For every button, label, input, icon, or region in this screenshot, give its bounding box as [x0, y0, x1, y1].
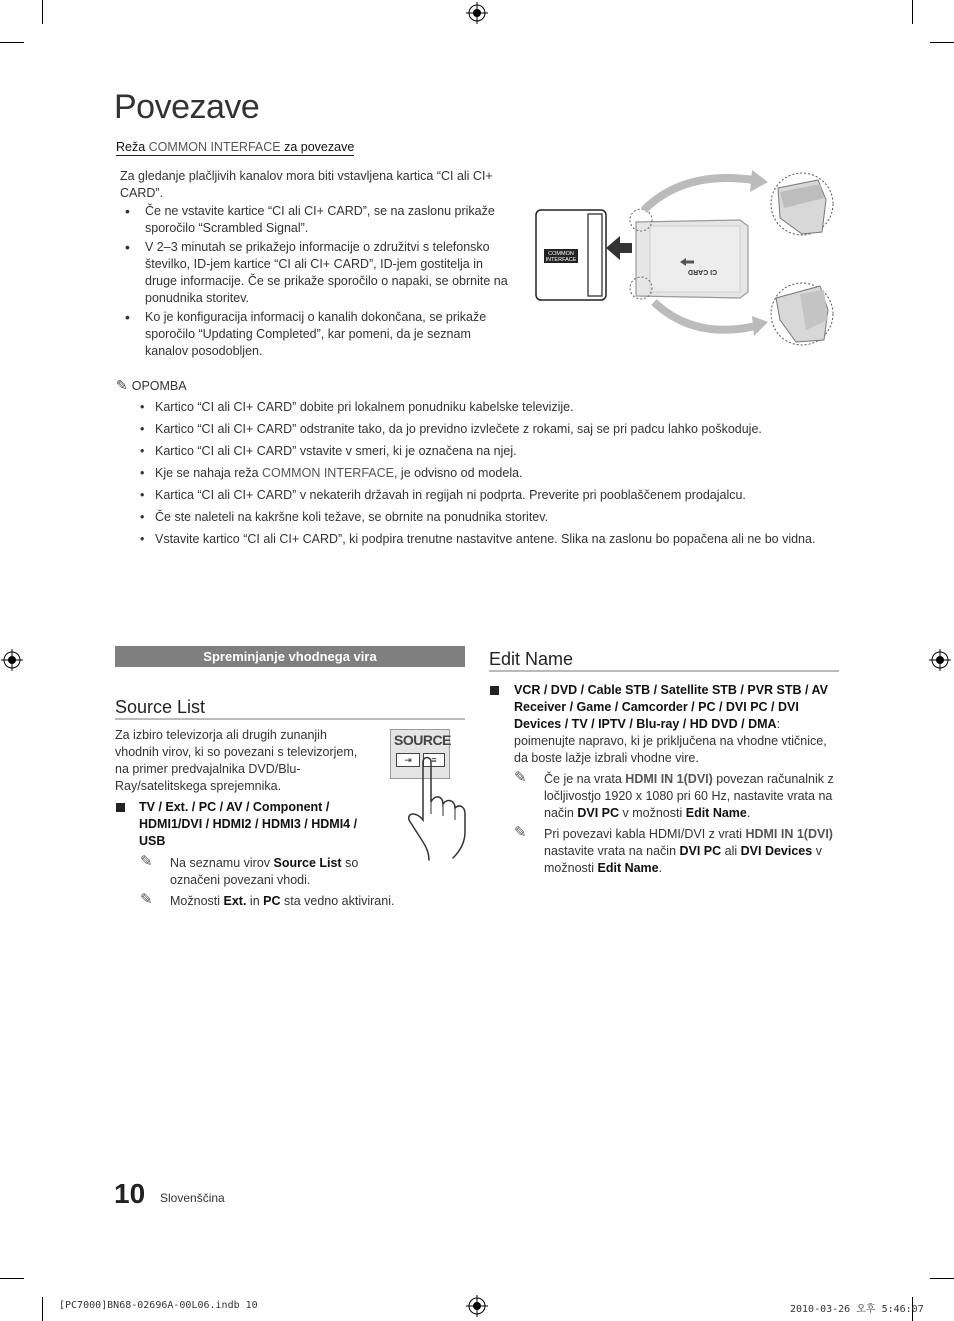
square-bullet-icon	[116, 803, 125, 812]
text: Edit Name	[685, 806, 747, 820]
crop-mark	[912, 0, 913, 24]
source-note2-bold2: PC	[263, 894, 281, 908]
crop-mark	[42, 1297, 43, 1321]
language-label: Slovenščina	[160, 1191, 225, 1205]
note-item4-suffix: , je odvisno od modela.	[393, 466, 523, 480]
note-item4-highlight: COMMON INTERFACE	[262, 466, 394, 480]
text: HDMI IN 1(DVI)	[625, 772, 713, 786]
page-title: Povezave	[114, 88, 260, 126]
text: Pri povezavi kabla HDMI/DVI z vrati	[544, 827, 746, 841]
text: DVI Devices	[740, 844, 813, 858]
source-list-text: Za izbiro televizorja ali drugih zunanjih vhodnih virov, ki so povezani s televizorjem, na primer predvajalnika DVD/Blu-Ray/satelitskega sprejemnika.	[115, 728, 358, 793]
source-options: TV / Ext. / PC / AV / Component / HDMI1/DVI / HDMI2 / HDMI3 / HDMI4 / USB	[139, 800, 358, 848]
input-icon: ⇥	[396, 753, 420, 767]
registration-mark-icon	[1, 649, 23, 671]
source-list-heading: Source List	[115, 697, 206, 717]
hand-icon	[395, 752, 470, 862]
source-note-2	[140, 891, 450, 910]
edit-name-heading: Edit Name	[489, 649, 574, 669]
list-item: • Kartico “CI ali CI+ CARD” odstranite tako, da jo previdno izvlečete z rokami, saj se pri padcu lahko poškoduje.	[140, 421, 900, 443]
note-heading-text: OPOMBA	[131, 379, 187, 393]
text: Edit Name	[597, 861, 659, 875]
edit-options-list: VCR / DVD / Cable STB / Satellite STB / PVR STB / AV Receiver / Game / Camcorder / PC / DVI PC / DVI Devices / TV / IPTV / Blu-ray / HD DVD / DMA	[514, 683, 828, 731]
edit-options-suffix: : poimenujte napravo, ki je priključena na vhodne vtičnice, da boste lažje izbrali vhodne vire.	[514, 717, 827, 765]
list-item: • Kartico “CI ali CI+ CARD” vstavite v smeri, ki je označena na njej.	[140, 443, 900, 465]
source-button-label: SOURCE	[394, 732, 451, 748]
source-note1-bold: Source List	[273, 856, 342, 870]
pencil-icon: ✎	[116, 377, 128, 393]
list-item: • Če ne vstavite kartice “CI ali CI+ CARD”, se na zaslonu prikaže sporočilo “Scrambled Signal”.	[120, 203, 515, 237]
list-item: • Kartica “CI ali CI+ CARD” v nekaterih državah in regijah ni podprta. Preverite pri pooblaščenem prodajalcu.	[140, 487, 900, 509]
edit-options	[514, 682, 839, 767]
section-bar: Spreminjanje vhodnega vira	[115, 646, 465, 667]
crop-mark	[0, 1278, 24, 1279]
list-item	[140, 465, 900, 487]
source-note1-prefix: Na seznamu virov	[170, 856, 274, 870]
crop-mark	[42, 0, 43, 24]
list-item: • V 2–3 minutah se prikažejo informacije o združitvi s telefonsko številko, ID-jem kartice “CI ali CI+ CARD”, ID-jem gostitelja in druge informacije. Če se prikaže sporočilo o napaki, se obrnite na ponudnika storitev.	[120, 239, 515, 307]
divider	[489, 670, 839, 672]
ci-bullet-list	[120, 203, 515, 362]
registration-mark-icon	[466, 2, 488, 24]
text: HDMI IN 1(DVI)	[745, 827, 833, 841]
list-item: • Ko je konfiguracija informacij o kanalih dokončana, se prikaže sporočilo “Updating Completed”, kar pomeni, da je seznam kanalov posodobljen.	[120, 309, 515, 360]
pencil-icon: ✎	[140, 891, 153, 908]
print-timestamp: 2010-03-26 오후 5:46:07	[790, 1304, 924, 1315]
ci-intro: Za gledanje plačljivih kanalov mora biti vstavljena kartica “CI ali CI+ CARD”.	[120, 169, 493, 200]
pencil-icon: ✎	[514, 769, 527, 786]
edit-note-1	[514, 769, 836, 822]
subsection-suffix: za povezave	[280, 140, 355, 154]
text: DVI PC	[679, 844, 722, 858]
source-note1-suffix: so označeni povezani vhodi.	[170, 856, 359, 887]
registration-mark-icon	[466, 1295, 488, 1317]
list-item: • Če ste naleteli na kakršne koli težave, se obrnite na ponudnika storitev.	[140, 509, 900, 531]
edit-note-2	[514, 824, 836, 877]
subsection-highlight: COMMON INTERFACE	[148, 140, 281, 154]
registration-mark-icon	[929, 649, 951, 671]
text: v možnosti	[544, 844, 822, 875]
divider	[115, 718, 465, 720]
text: nastavite vrata na način	[544, 844, 680, 858]
list-item: • Kartico “CI ali CI+ CARD” dobite pri lokalnem ponudniku kabelske televizije.	[140, 399, 900, 421]
text: .	[658, 861, 663, 875]
source-note-1	[140, 853, 370, 889]
note-heading	[116, 377, 187, 394]
crop-mark	[930, 42, 954, 43]
pencil-icon: ✎	[140, 853, 153, 870]
text: ali	[721, 844, 741, 858]
pencil-icon: ✎	[514, 824, 527, 841]
subsection-prefix: Reža	[116, 140, 149, 154]
source-note2-prefix: Možnosti	[170, 894, 224, 908]
menu-icon: ≡	[423, 753, 445, 767]
text: v možnosti	[619, 806, 686, 820]
page-number: 10	[114, 1178, 146, 1209]
source-note2-bold1: Ext.	[223, 894, 247, 908]
text: povezan računalnik z ločljivostjo 1920 x 1080 pri 60 Hz, nastavite vrata na način	[544, 772, 834, 820]
text: DVI PC	[577, 806, 620, 820]
list-item: • Vstavite kartico “CI ali CI+ CARD”, ki podpira trenutne nastavitve antene. Slika na zaslonu bo popačena ali ne bo vidna.	[140, 531, 900, 553]
square-bullet-icon	[490, 686, 499, 695]
slot-label: COMMON INTERFACE	[545, 251, 577, 263]
file-info: [PC7000]BN68-02696A-00L06.indb 10	[59, 1300, 258, 1311]
source-note2-mid: in	[246, 894, 264, 908]
text: .	[746, 806, 751, 820]
source-note2-suffix: sta vedno aktivirani.	[280, 894, 395, 908]
insert-arrow-icon	[606, 236, 632, 260]
note-list	[140, 399, 900, 553]
crop-mark	[0, 42, 24, 43]
subsection-heading	[116, 140, 354, 156]
text: Če je na vrata	[544, 772, 626, 786]
crop-mark	[930, 1278, 954, 1279]
card-label: CI CARD	[688, 268, 718, 275]
note-item4-prefix: Kje se nahaja reža	[155, 466, 263, 480]
ci-card-diagram	[534, 170, 836, 350]
